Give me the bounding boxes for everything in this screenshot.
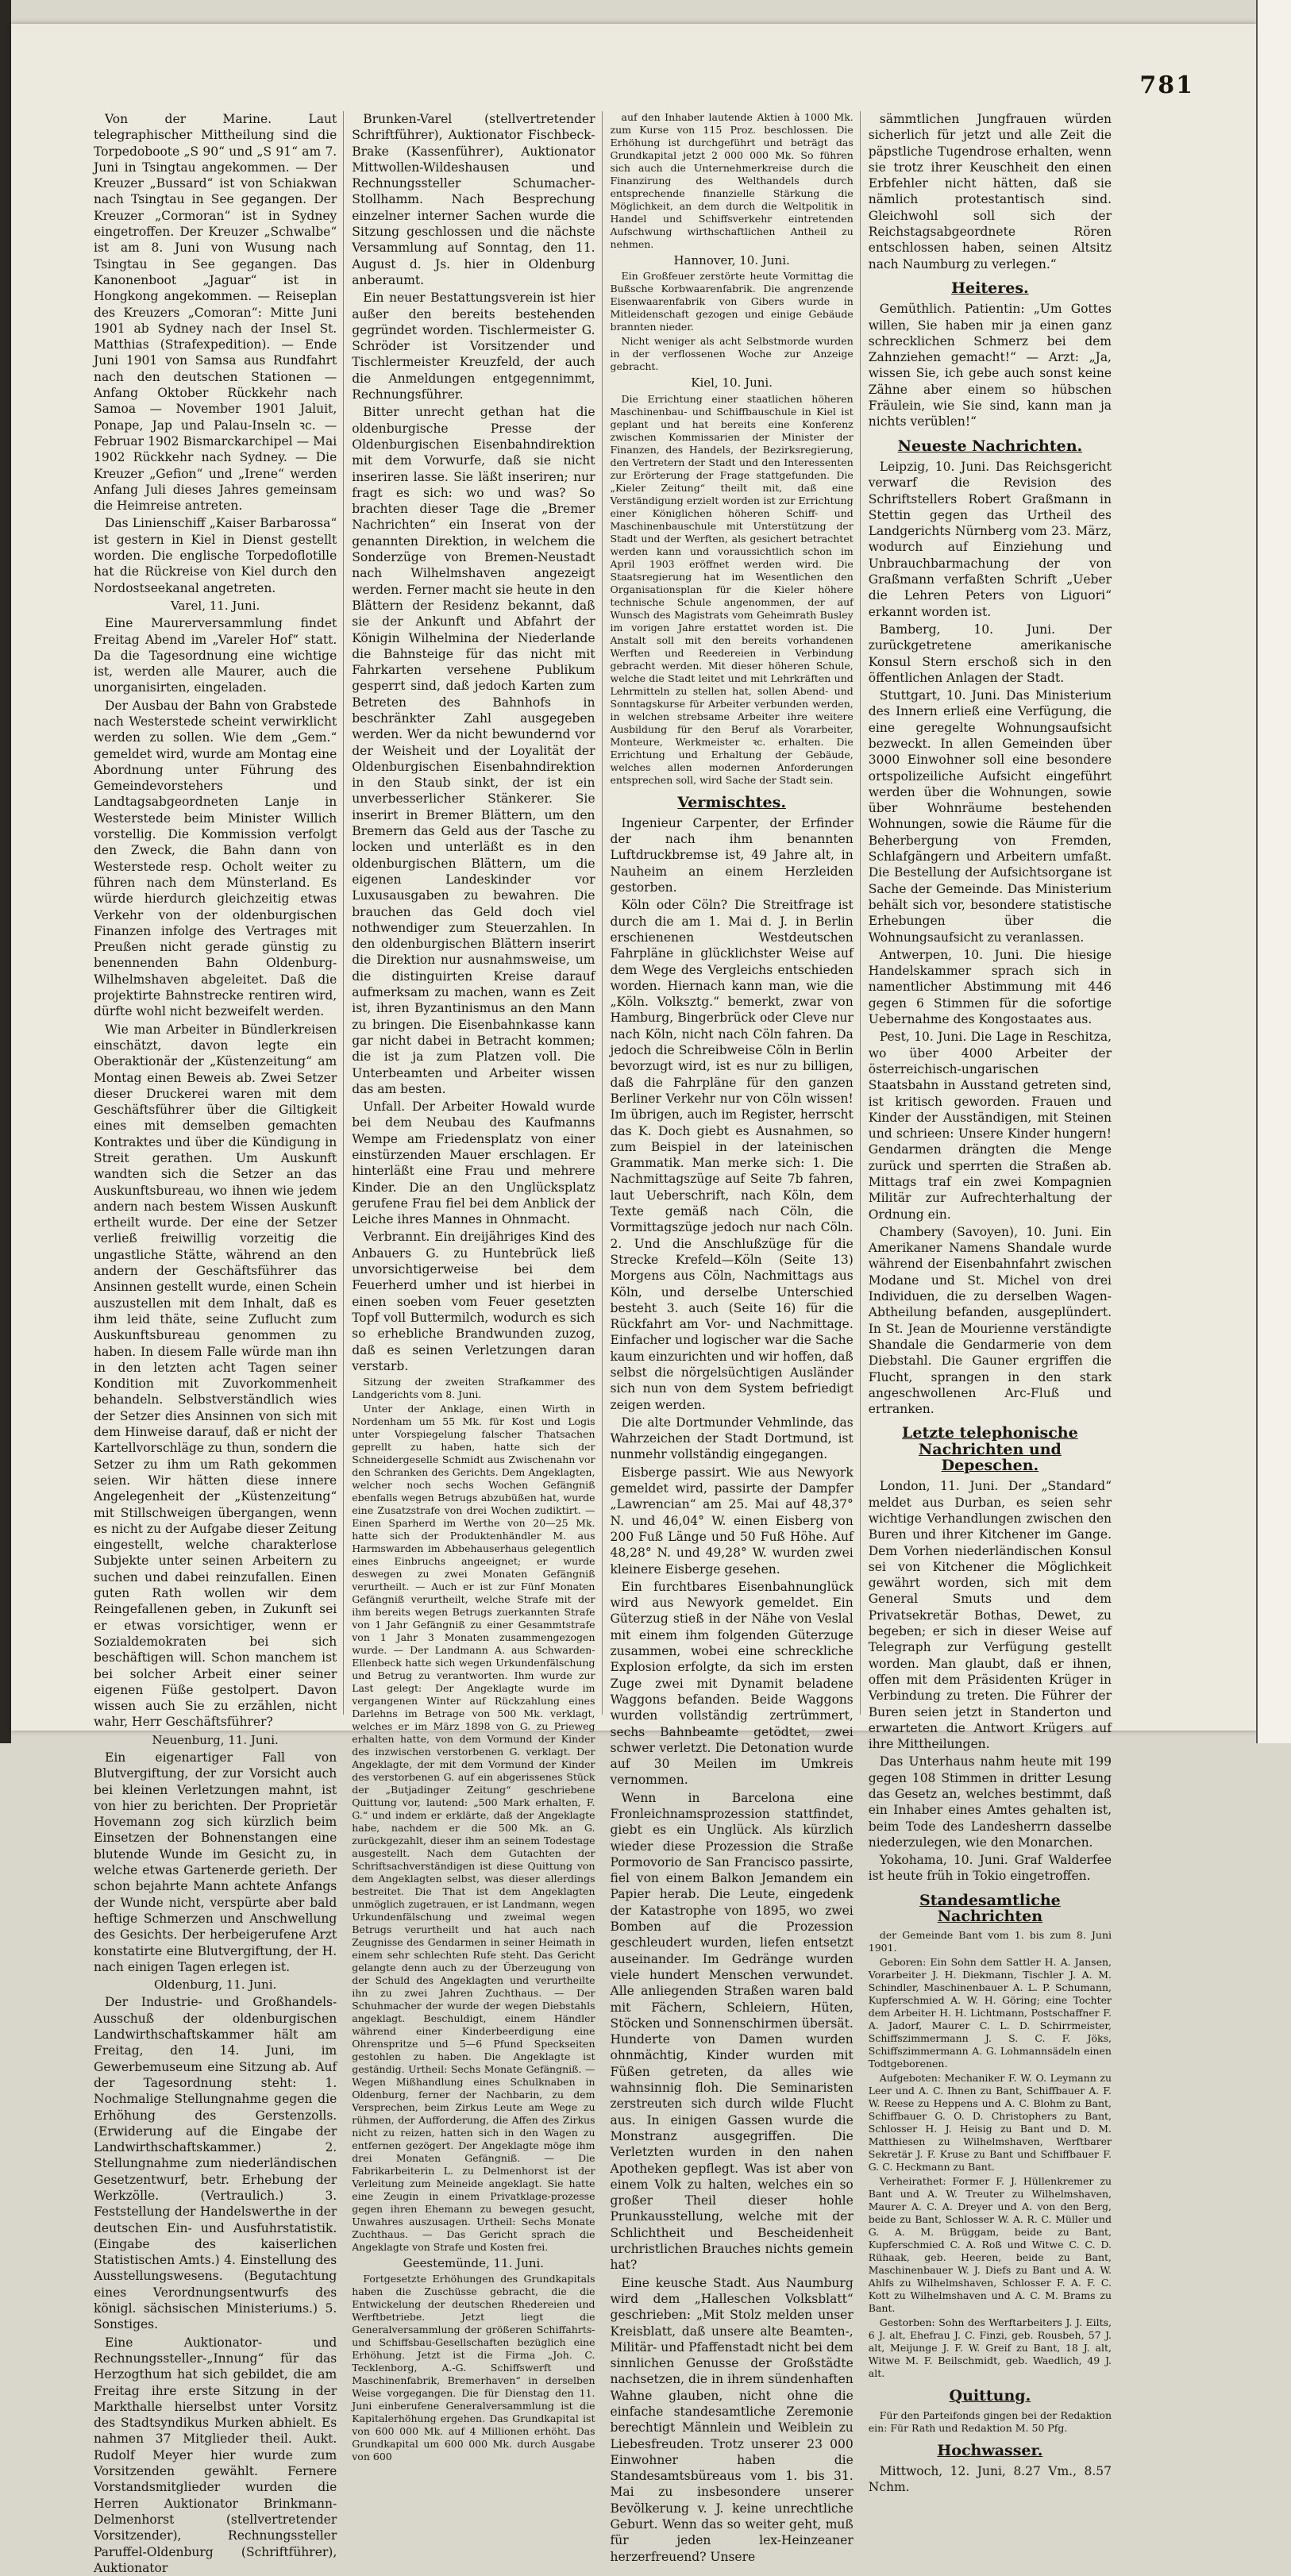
article-paragraph: Ein eigenartiger Fall von Blutvergiftung, der zur Vorsicht auch bei kleinen Verletzungen mahnt, ist von hier zu berichten. Der Proprietär Hovemann zog sich kürzlich beim Einsetzen der Bohnenstangen eine blutende Wunde im Gesicht zu, in welche etwas Gartenerde gerieth. Der schon bejahrte Mann achtete Anfangs der Wunde nicht, verspürte aber bald heftige Schmerzen und Anschwellung des Gesichts. Der herbeigerufene Arzt konstatirte eine Blutvergiftung, der H. nach einigen Tagen erlegen ist. xyxy=(94,1750,337,1974)
article-paragraph: Von der Marine. Laut telegraphischer Mittheilung sind die Torpedoboote „S 90“ und „S 91“ am 7. Juni in Tsingtau angekommen. — Der Kreuzer „Bussard“ ist von Schiakwan nach Tsingtau in See gegangen. Der Kreuzer „Cormoran“ ist in Sydney eingetroffen. Der Kreuzer „Schwalbe“ ist am 8. Juni von Wusung nach Tsingtau in See gegangen. Das Kanonenboot „Jaguar“ ist in Hongkong angekommen. — Reiseplan des Kreuzers „Comoran“: Mitte Juni 1901 ab Sydney nach der Insel St. Matthias (Strafexpedition). — Ende Juni 1901 von Samsa aus Rundfahrt nach den deutschen Stationen — Anfang Oktober Rückkehr nach Samoa — November 1901 Jaluit, Ponape, Jap und Palau-Inseln ꝛc. — Februar 1902 Bismarckarchipel — Mai 1902 Rückkehr nach Sydney. — Die Kreuzer „Gefion“ und „Irene“ werden Anfang Juli dieses Jahres gemeinsam die Heimreise antreten. xyxy=(94,112,337,514)
article-paragraph: Eine Auktionator- und Rechnungssteller-„Innung“ für das Herzogthum hat sich gebildet, die am Freitag ihre erste Sitzung in der Markthalle hierselbst unter Vorsitz des Stadtsyndikus Murken abhielt. Es nahmen 37 Mitglieder theil. Aukt. Rudolf Meyer hier wurde zum Vorsitzenden gewählt. Fernere Vorstandsmitglieder wurden die Herren Auktionator Brinkmann-Delmenhorst (stellvertretender Vorsitzender), Rechnungssteller Paruffel-Oldenburg (Schriftführer), Auktionator xyxy=(94,2335,337,2575)
section-heading: Standesamtliche Nachrichten xyxy=(919,1891,1061,1926)
article-paragraph: Das Unterhaus nahm heute mit 199 gegen 108 Stimmen in dritter Lesung das Gesetz an, welches bestimmt, daß ein Inhaber eines Amtes gehalten ist, beim Tode des Landesherrn dasselbe niederzulegen, wie den Monarchen. xyxy=(868,1754,1112,1850)
article-paragraph: Eine Maurerversammlung findet Freitag Abend im „Vareler Hof“ statt. Da die Tagesordnung eine wichtige ist, werden alle Maurer, auch die unorganisirten, eingeladen. xyxy=(94,616,337,695)
section-heading: Quittung. xyxy=(949,2387,1031,2405)
article-paragraph: Bitter unrecht gethan hat die oldenburgische Presse der Oldenburgischen Eisenbahndirektion mit dem Vorwurfe, daß sie nicht inseriren lasse. Sie läßt inseriren; nur fragt es sich: wo und was? So brachten dieser Tage die „Bremer Nachrichten“ ein Inserat von der genannten Direktion, in welchem die Sonderzüge von Bremen-Neustadt nach Wilhelmshaven angezeigt werden. Ferner macht sie heute in den Blättern der Residenz bekannt, daß sie der Ankunft und Abfahrt der Königin Wilhelmina der Niederlande die Bahnsteige für das nicht mit Fahrkarten versehene Publikum gesperrt sind, daß jedoch Karten zum Betreten des Bahnhofs in beschränkter Zahl ausgegeben werden. Wer da nicht bewundernd vor der Weisheit und der Loyalität der Oldenburgischen Eisenbahndirektion in den Staub sinkt, der ist ein unverbesserlicher Stänkerer. Sie inserirt in Bremer Blättern, um den Bremern das Geld aus der Tasche zu locken und unterläßt es in den oldenburgischen Blättern, um die eigenen Landeskinder vor Luxusausgaben zu bewahren. Die brauchen das Geld doch viel nothwendiger zum Steuerzahlen. In den oldenburgischen Blättern inserirt die Direktion nur ausnahmsweise, um die distinguirten Kreise darauf aufmerksam zu machen, wann es Zeit ist, ihren Byzantinismus an den Mann zu bringen. Die Eisenbahnkasse kann gar nicht dabei in Betracht kommen; die ist ja zum Platzen voll. Die Unterbeamten und Arbeiter wissen das am besten. xyxy=(352,405,595,1096)
small-print-paragraph: Die Errichtung einer staatlichen höheren Maschinenbau- und Schiffbauschule in Kiel ist geplant und hat bereits eine Konferenz zwischen Kommissarien der Minister der Finanzen, des Handels, der Bezirksregierung, den Vertretern der Stadt und den Interessenten zur Erörterung der Frage stattgefunden. Die „Kieler Zeitung“ theilt mit, daß eine Verständigung erzielt worden ist zur Errichtung einer Königlichen höheren Schiff- und Maschinenbauschule mit Unterstützung der Stadt und der Werften, als gesichert betrachtet werden kann und voraussichtlich schon im April 1903 eröffnet werden wird. Die Staatsregierung hat im Wesentlichen den Organisationsplan für die Kieler höhere technische Schule angenommen, der auf Wunsch des Magistrats vom Geheimrath Busley im vorigen Jahre erstattet worden ist. Die Anstalt soll mit den bereits vorhandenen Werften und Reedereien in Verbindung gebracht werden. Mit dieser höheren Schule, welche die Stadt leitet und mit Lehrkräften und Lehrmitteln zu stellen hat, sollen Abend- und Sonntagskurse für Arbeiter verbunden werden, in welchen strebsame Arbeiter ihre weitere Ausbildung für den Beruf als Vorarbeiter, Monteure, Werkmeister ꝛc. erhalten. Die Errichtung und Erhaltung der Gebäude, welches allen modernen Anforderungen entsprechen soll, wird Sache der Stadt sein. xyxy=(610,392,854,786)
article-paragraph: London, 11. Juni. Der „Standard“ meldet aus Durban, es seien sehr wichtige Verhandlungen zwischen den Buren und ihrer Kitchener im Gange. Dem Vorhen niederländischen Konsul sei von Kitchener die Möglichkeit gewährt worden, sich mit dem General Smuts und dem Privatsekretär Bothas, Dewet, zu begeben; er sich in dieser Weise auf Telegraph zur Verfügung gestellt worden. Man glaubt, daß er ihnen, offen mit dem Präsidenten Krüger in Verbindung zu treten. Die Führer der Buren seien jetzt in Standerton und erwarteten die Antwort Krügers auf ihre Mittheilungen. xyxy=(868,1479,1112,1752)
article-paragraph: Unfall. Der Arbeiter Howald wurde bei dem Neubau des Kaufmanns Wempe am Friedensplatz von einer einstürzenden Mauer erschlagen. Er hinterläßt eine Frau und mehrere Kinder. Die an den Unglücksplatz gerufene Frau fiel bei dem Anblick der Leiche ihres Mannes in Ohnmacht. xyxy=(352,1099,595,1227)
article-paragraph: Der Ausbau der Bahn von Grabstede nach Westerstede scheint verwirklicht werden zu sollen. Wie dem „Gem.“ gemeldet wird, wurde am Montag eine Abordnung unter Führung des Gemeindevorstehers und Landtagsabgeordneten Lanje in Westerstede beim Minister Willich vorstellig. Die Kommission verfolgt den Zweck, die Bahn dann von Westerstede resp. Ocholt weiter zu führen nach dem Münsterland. Es würde hierdurch gleichzeitig etwas Verkehr von der oldenburgischen Finanzen infolge des Vertrages mit Preußen nicht gerade günstig zu benennenden Bahn Oldenburg-Wilhelmshaven abgeleitet. Daß die projektirte Bahnstrecke rentiren wird, dürfte wohl nicht bezweifelt werden. xyxy=(94,698,337,1019)
article-paragraph: Eine keusche Stadt. Aus Naumburg wird dem „Halleschen Volksblatt“ geschrieben: „Mit Stolz melden unser Kreisblatt, daß unsere alte Beamten-, Militär- und Pfaffenstadt nicht bei dem sinnlichen Genusse der Großstädte nachsetzen, die in ihrem sündenhaften Wahne glauben, nicht ohne die einfache standesamtliche Zeremonie berechtigt Männlein und Weiblein zu Liebesfreuden. Trotz unserer 23 000 Einwohner haben die Standesamtsbüreaus vom 1. bis 31. Mai zu insbesondere unserer Bevölkerung v. J. keine unrechtliche Geburt. Wenn das so weiter geht, muß für jeden lex-Heinzeaner herzerfreuend? Unsere xyxy=(610,2275,854,2564)
article-paragraph: Mittwoch, 12. Juni, 8.27 Vm., 8.57 Nchm. xyxy=(868,2463,1112,2495)
article-paragraph: Ein furchtbares Eisenbahnunglück wird aus Newyork gemeldet. Ein Güterzug stieß in der Nähe von Veslal mit einem ihm folgenden Güterzuge zusammen, wobei eine schreckliche Explosion erfolgte, da sich im ersten Zuge zwei mit Dynamit beladene Waggons befanden. Beide Waggons wurden vollständig zertrümmert, sechs Bahnbeamte getödtet, zwei schwer verletzt. Die Detonation wurde auf 30 Meilen im Umkreis vernommen. xyxy=(610,1579,854,1788)
article-paragraph: Brunken-Varel (stellvertretender Schriftführer), Auktionator Fischbeck-Brake (Kassenführer), Auktionator Mittwollen-Wildeshausen und Rechnungssteller Schumacher-Stollhamm. Nach Besprechung einzelner interner Sachen wurde die Sitzung geschlossen und die nächste Versammlung auf Sonntag, den 11. August d. Js. hier in Oldenburg anberaumt. xyxy=(352,112,595,287)
article-paragraph: Stuttgart, 10. Juni. Das Ministerium des Innern erließ eine Verfügung, die eine geregelte Wohnungsaufsicht bezweckt. In allen Gemeinden über 3000 Einwohner soll eine besondere ortspolizeiliche Aufsicht eingeführt werden über die Wohnungen, sowie über Wohnräume bestehenden Wohnungen, sowie die Räume für die Beherbergung von Fremden, Schlafgängern und Arbeitern umfaßt. Die Bestellung der Aufsichtsorgane ist Sache der Gemeinde. Das Ministerium behält sich vor, besondere statistische Erhebungen über die Wohnungsaufsicht zu veranlassen. xyxy=(868,688,1112,945)
small-print-paragraph: Für den Parteifonds gingen bei der Redaktion ein: Für Rath und Redaktion M. 50 Pfg. xyxy=(868,2409,1112,2434)
article-paragraph: sämmtlichen Jungfrauen würden sicherlich für jetzt und alle Zeit die päpstliche Tugendrose erhalten, wenn sie trotz ihrer Keuschheit den einen Erbfehler nicht hätten, daß sie nämlich protestantisch sind. Gleichwohl soll sich der Reichstagsabgeordnete Rören entschlossen haben, seinen Altsitz nach Naumburg zu verlegen.“ xyxy=(868,112,1112,271)
article-paragraph: Bamberg, 10. Juni. Der zurückgetretene amerikanische Konsul Stern erschoß sich in den öffentlichen Anlagen der Stadt. xyxy=(868,622,1112,685)
small-print-paragraph: Verheirathet: Former F. J. Hüllenkremer zu Bant und A. W. Treuter zu Wilhelmshaven, Maurer A. C. A. Dreyer und A. von den Berg, beide zu Bant, Schlosser W. A. R. C. Müller und G. A. M. Brüggam, beide zu Bant, Kupferschmied C. A. Roß und Witwe C. C. D. Rühaak, geb. Heeren, beide zu Bant, Maschinenbauer W. J. Diefs zu Bant und A. W. Ahlfs zu Wilhelmshaven, Schlosser F. A. F. C. Kott zu Wilhelmshaven und A. C. M. Brams zu Bant. xyxy=(868,2175,1112,2315)
article-paragraph: Chambery (Savoyen), 10. Juni. Ein Amerikaner Namens Shandale wurde während der Eisenbahnfahrt zwischen Modane und St. Michel von drei Individuen, die zu derselben Wagen-Abtheilung befanden, ausgeplündert. In St. Jean de Mourienne verständigte Shandale die Gendarmerie von dem Diebstahl. Die Gauner ergriffen die Flucht, sprangen in den stark angeschwollenen Arc-Fluß und ertranken. xyxy=(868,1224,1112,1417)
small-print-paragraph: Sitzung der zweiten Strafkammer des Landgerichts vom 8. Juni. xyxy=(352,1376,595,1401)
article-paragraph: Gemüthlich. Patientin: „Um Gottes willen, Sie haben mir ja einen ganz schrecklichen Schmerz bei dem Zahnziehen gemacht!“ — Arzt: „Ja, wissen Sie, ich gebe auch sonst keine Zähne aber einem so hübschen Fräulein, wie Sie sind, kann man ja nichts verüblen!“ xyxy=(868,302,1112,429)
small-print-paragraph: Geboren: Ein Sohn dem Sattler H. A. Jansen, Vorarbeiter J. H. Diekmann, Tischler J. A. M. Schindler, Maschinenbauer A. L. P. Schumann, Kupferschmied A. W. H. Göring; eine Tochter dem Arbeiter H. H. Lichtmann, Postschaffner F. A. Jadorf, Maurer C. L. D. Schirrmeister, Schiffszimmermann J. S. C. F. Jöks, Schiffszimmermann A. G. Lohmannsädeln einen Todtgeborenen. xyxy=(868,1956,1112,2070)
small-print-paragraph: Unter der Anklage, einen Wirth in Nordenham um 55 Mk. für Kost und Logis unter Vorspiegelung falscher Thatsachen geprellt zu haben, hatte sich der Schneidergeselle Schmidt aus Zwischenahn vor den Schranken des Gerichts. Dem Angeklagten, welcher noch sechs Wochen Gefängniß ebenfalls wegen Betrugs abzubüßen hat, wurde eine Zusatzstrafe von drei Wochen zudiktirt. — Einen Sparherd im Werthe von 20—25 Mk. hatte sich der Produktenhändler M. aus Harmswarden im Abbehauserhaus gelegentlich eines Einbruchs angeeignet; er wurde deswegen zu zwei Monaten Gefängniß verurtheilt. — Auch er ist zur Fünf Monaten Gefängniß verurtheilt, welche Strafe mit der ihm bereits wegen Betrugs zuerkannten Strafe von 1 Jahr Gefängniß zu einer Gesammtstrafe von 1 Jahr 3 Monaten zusammengezogen wurde. — Der Landmann A. aus Schwarden-Ellenbeck hatte sich wegen Urkundenfälschung und Betrug zu verantworten. Ihm wurde zur Last gelegt: Der Angeklagte wurde im vergangenen Winter auf Rückzahlung eines Darlehns im Betrage von 500 Mk. verklagt, welches er im März 1898 von G. zu Prieweg erhalten hatte, von dem Vormund der Kinder des inzwischen verstorbenen G. verklagt. Der Angeklagte, der mit dem Vormund der Kinder des verstorbenen G. auf ein abgerissenes Stück der „Butjadinger Zeitung“ geschriebene Quittung vor, lautend: „500 Mark erhalten, F. G.“ und indem er erklärte, daß der Angeklagte habe, nachdem er die 500 Mk. an G. zurückgezahlt, dieser ihm an seinem Todestage ausgestellt. Nach dem Gutachten der Schriftsachverständigen ist diese Quittung von dem Angeklagten selbst, was dieser allerdings bestreitet. Die That ist dem Angeklagten unmöglich zugetrauen, er ist Landmann, wegen Urkundenfälschung und zweimal wegen Betrugs verurtheilt und hat auch nach Zeugnisse des Gendarmen in seiner Heimath in einem sehr schlechten Rufe steht. Das Gericht gelangte denn auch zu der Überzeugung von der Schuld des Angeklagten und verurtheilte ihn zu zwei Jahren Zuchthaus. — Der Schuhmacher der wurde der wegen Diebstahls angeklagt. Beschuldigt, einem Händler während einer Kinderbeerdigung eine Ohrenspritze und 5—6 Pfund Speckseiten gestohlen zu haben. Die Angeklagte ist geständig. Urtheil: Sechs Monate Gefängniß. — Wegen Mißhandlung eines Schulknaben in Oldenburg, ferner der Nachbarin, zu dem Versprechen, beim Zirkus Leute am Wege zu rühmen, der Aufforderung, die Affen des Zirkus nicht zu reizen, hatten sich in den Wagen zu entfernen gezögert. Der Angeklagte möge ihm drei Monaten Gefängniß. — Die Fabrikarbeiterin L. zu Delmenhorst ist der Verleitung zum Meineide angeklagt. Sie hatte eine Zeugin in einem Privatklage-prozesse gegen ihren Ehemann zu bewegen gesucht, Unwahres auszusagen. Urtheil: Sechs Monate Zuchthaus. — Das Gericht sprach die Angeklagte von Strafe und Kosten frei. xyxy=(352,1403,595,2254)
dateline: Kiel, 10. Juni. xyxy=(691,375,773,391)
column-4 xyxy=(868,111,1118,2495)
page-number: 781 xyxy=(1139,71,1194,99)
small-print-paragraph: Aufgeboten: Mechaniker F. W. O. Leymann zu Leer und A. C. Ihnen zu Bant, Schiffbauer A. F. W. Reese zu Heppens und A. C. Blohm zu Bant, Schiffbauer G. O. D. Christophers zu Bant, Schlosser H. J. Heisig zu Bant und D. M. Matthiesen zu Wilhelmshaven, Werftbarer Sekretär J. F. Kruse zu Bant und Schiffbauer F. G. C. Heckmann zu Bant. xyxy=(868,2072,1112,2174)
small-print-paragraph: Gestorben: Sohn des Werftarbeiters J. J. Eilts, 6 J. alt, Ehefrau J. C. Finzi, geb. Rousbeh, 57 J. alt, Meijunge J. F. W. Greif zu Bant, 18 J. alt, Witwe M. F. Beilschmidt, geb. Waedlich, 49 J. alt. xyxy=(868,2316,1112,2380)
article-paragraph: Die alte Dortmunder Vehmlinde, das Wahrzeichen der Stadt Dortmund, ist nunmehr vollständig eingegangen. xyxy=(610,1415,854,1462)
dateline: Geestemünde, 11. Juni. xyxy=(403,2256,545,2271)
small-print-paragraph: Nicht weniger als acht Selbstmorde wurden in der verflossenen Woche zur Anzeige gebracht. xyxy=(610,335,854,373)
column-1 xyxy=(94,111,344,2575)
article-paragraph: Antwerpen, 10. Juni. Die hiesige Handelskammer sprach sich in namentlicher Abstimmung mit 446 gegen 6 Stimmen für die sofortige Uebernahme des Kongostaates aus. xyxy=(868,947,1112,1027)
article-paragraph: Ingenieur Carpenter, der Erfinder der nach ihm benannten Luftdruckbremse ist, 49 Jahre alt, in Nauheim an einem Herzleiden gestorben. xyxy=(610,815,854,895)
article-paragraph: Leipzig, 10. Juni. Das Reichsgericht verwarf die Revision des Schriftstellers Robert Graßmann in Stettin gegen das Urtheil des Landgerichts Nürnberg vom 23. März, wodurch auf Einziehung und Unbrauchbarmachung der von Graßmann verfaßten Schrift „Ueber die Lehren Peters von Liguori“ erkannt worden ist. xyxy=(868,459,1112,619)
section-heading: Letzte telephonische Nachrichten und Depeschen. xyxy=(902,1424,1078,1475)
article-paragraph: Das Linienschiff „Kaiser Barbarossa“ ist gestern in Kiel in Dienst gestellt worden. Die englische Torpedoflotille hat die Rückreise von Kiel durch den Nordostseekanal angetreten. xyxy=(94,516,337,595)
article-paragraph: Eisberge passirt. Wie aus Newyork gemeldet wird, passirte der Dampfer „Lawrencian“ am 25. Mai auf 48,37° N. und 46,04° W. einen Eisberg von 200 Fuß Länge und 50 Fuß Höhe. Auf 48,28° N. und 49,28° W. wurden zwei kleinere Eisberge gesehen. xyxy=(610,1465,854,1577)
dateline: Oldenburg, 11. Juni. xyxy=(153,1977,277,1993)
scan-right-edge xyxy=(1256,0,1291,1743)
column-3 xyxy=(610,111,861,2564)
text-columns xyxy=(94,111,1118,2575)
article-paragraph: Pest, 10. Juni. Die Lage in Reschitza, wo über 4000 Arbeiter der österreichisch-ungarischen Staatsbahn in Ausstand getreten sind, ist kritisch geworden. Frauen und Kinder der Ausständigen, mit Steinen und schrieen: Unsere Kinder hungern! Gendarmen drängten die Menge zurück und sperrten die Straßen ab. Mittags traf ein zwei Kompagnien Militär zur Aufrechterhaltung der Ordnung ein. xyxy=(868,1030,1112,1222)
small-print-paragraph: Ein Großfeuer zerstörte heute Vormittag die Bußsche Korbwaarenfabrik. Die angrenzende Eisenwaarenfabrik von Gibers wurde in Mitleidenschaft gezogen und einige Gebäude brannten nieder. xyxy=(610,270,854,333)
article-paragraph: Köln oder Cöln? Die Streitfrage ist durch die am 1. Mai d. J. in Berlin erschienenen Westdeutschen Fahrpläne in glücklichster Weise auf dem Wege des Vergleichs entschieden worden. Hiernach kann man, wie die „Köln. Volksztg.“ bemerkt, zwar von Hamburg, Bingerbrück oder Cleve nur nach Köln, nicht nach Cöln fahren. Da jedoch die Schreibweise Cöln in Berlin bevorzugt wird, ist es nur zu billigen, daß die Fahrpläne für den ganzen Berliner Verkehr nur von Cöln wissen! Im übrigen, auch im Register, herrscht das K. Doch giebt es Ausnahmen, so zum Beispiel in der lateinischen Grammatik. Man merke sich: 1. Die Nachmittagszüge auf Seite 7b fahren, laut Ueberschrift, nach Köln, dem Texte gemäß nach Cöln, die Vormittagszüge jedoch nur nach Cöln. 2. Und die Anschlußzüge für die Strecke Krefeld—Köln (Seite 13) Morgens aus Cöln, Nachmittags aus Köln, und derselbe Unterschied besteht 3. auch (Seite 16) für die Rückfahrt am Vor- und Nachmittage. Einfacher und logischer war die Sache kaum einzurichten und wir hoffen, daß selbst die nörgelsüchtigen Ausländer sich nun von dem System befriedigt zeigen werden. xyxy=(610,898,854,1412)
section-heading: Heiteres. xyxy=(951,279,1029,297)
small-print-paragraph: auf den Inhaber lautende Aktien à 1000 Mk. zum Kurse von 115 Proz. beschlossen. Die Erhöhung ist durchgeführt und beträgt das Grundkapital jetzt 2 000 000 Mk. So führen sich auch die Unternehmerkreise durch die Finanzirung des Welthandels durch entsprechende finanzielle Stärkung die Möglichkeit, an dem durch die Weltpolitik in Handel und Schiffsverkehr eintretenden Aufschwung wirthschaftlichen Antheil zu nehmen. xyxy=(610,111,854,250)
small-print-paragraph: Fortgesetzte Erhöhungen des Grundkapitals haben die Zuschüsse gebracht, die die Entwickelung der deutschen Rhedereien und Werftbetriebe. Jetzt liegt die Generalversammlung der größeren Schiffahrts- und Schiffsbau-Gesellschaften bezüglich eine Erhöhung. Jetzt ist die Firma „Joh. C. Tecklenborg, A.-G. Schiffswerft und Maschinenfabrik, Bremerhaven“ in derselben Weise vorgegangen. Die für Dienstag den 11. Juni einberufene Generalversammlung ist die Kapitalerhöhung ergehen. Das Grundkapital ist von 600 000 Mk. auf 4 Millionen erhöht. Das Grundkapital um 600 000 Mk. durch Ausgabe von 600 xyxy=(352,2273,595,2463)
article-paragraph: Ein neuer Bestattungsverein ist hier außer den bereits bestehenden gegründet worden. Tischlermeister G. Schröder ist Vorsitzender und Tischlermeister Kreuzfeld, der auch die Anmeldungen entgegennimmt, Rechnungsführer. xyxy=(352,291,595,402)
dateline: Hannover, 10. Juni. xyxy=(673,253,790,268)
article-paragraph: Yokohama, 10. Juni. Graf Walderfee ist heute früh in Tokio eingetroffen. xyxy=(868,1853,1112,1884)
small-print-paragraph: der Gemeinde Bant vom 1. bis zum 8. Juni 1901. xyxy=(868,1929,1112,1954)
section-heading: Vermischtes. xyxy=(677,793,786,811)
article-paragraph: Der Industrie- und Großhandels-Ausschuß der oldenburgischen Landwirthschaftskammer hält am Freitag, den 14. Juni, im Gewerbemuseum eine Sitzung ab. Auf der Tagesordnung steht: 1. Nochmalige Stellungnahme gegen die Erhöhung des Gerstenzolls. (Erwiderung auf die Eingabe der Landwirthschaftskammer.) 2. Stellungnahme zum niederländischen Gesetzentwurf, betr. Erhebung der Werkzölle. (Vertraulich.) 3. Feststellung der Handelswerthe in der deutschen Ein- und Ausfuhrstatistik. (Eingabe des kaiserlichen Statistischen Amts.) 4. Einstellung des Ausstellungswesens. (Begutachtung eines Verordnungsentwurfs des königl. sächsischen Ministeriums.) 5. Sonstiges. xyxy=(94,1995,337,2332)
section-heading: Neueste Nachrichten. xyxy=(897,437,1083,455)
newspaper-page xyxy=(11,24,1258,2575)
section-heading: Hochwasser. xyxy=(937,2441,1043,2459)
article-paragraph: Wenn in Barcelona eine Fronleichnamsprozession stattfindet, giebt es ein Unglück. Als kürzlich wieder diese Prozession die Straße Pormovorio de San Francisco passirte, fiel von einem Balkon Jemandem ein Papier herab. Die Leute, eingedenk der Katastrophe von 1895, wo zwei Bomben auf die Prozession geschleudert wurden, liefen entsetzt auseinander. Im Gedränge wurden viele hundert Menschen verwundet. Alle anliegenden Straßen waren bald mit Fächern, Schleiern, Hüten, Stöcken und Sonnenschirmen übersät. Hunderte von Damen wurden ohnmächtig, Kinder wurden mit Füßen getreten, da alles wie wahnsinnig floh. Die Seminaristen zerstreuten sich durch wilde Flucht aus. In einigen Gassen wurde die Monstranz ausgegriffen. Die Verletzten wurden in den nahen Apotheken gepflegt. Was ist aber von einem Volk zu halten, welches ein so großer Theil dieser hohle Prunkausstellung, welche mit der Schlichtheit und Bescheidenheit urchristlichen Brauches nichts gemein hat? xyxy=(610,1790,854,2273)
scan-left-edge xyxy=(0,0,11,1743)
column-2 xyxy=(352,111,602,2463)
dateline: Neuenburg, 11. Juni. xyxy=(152,1732,279,1747)
dateline: Varel, 11. Juni. xyxy=(170,598,260,613)
article-paragraph: Wie man Arbeiter in Bündlerkreisen einschätzt, davon legte ein Oberaktionär der „Küstenzeitung“ am Montag einen Beweis ab. Zwei Setzer dieser Druckerei waren mit dem Geschäftsführer über die Giltigkeit eines mit demselben gemachten Kontraktes und über die Kündigung in Streit gerathen. Um Auskunft wandten sich die Setzer an das Auskunftsbureau, wo ihnen wie jedem andern nach bestem Wissen Auskunft ertheilt wurde. Der eine der Setzer verließ freiwillig vorzeitig die ungastliche Stätte, während an den andern der Geschäftsführer das Ansinnen gestellt wurde, einen Schein auszustellen mit dem Inhalt, daß es ihm leid thäte, seine Zuflucht zum Auskunftsbureau genommen zu haben. In diesem Falle würde man ihn in den letzten acht Tagen seiner Kondition mit Zuvorkommenheit behandeln. Selbstverständlich wies der Setzer dies Ansinnen von sich mit dem Hinweise darauf, daß er nicht der Kartellvorschläge zu thun, sondern die Setzer zu ihm um Rath gekommen seien. Wir hätten diese innere Angelegenheit der „Küstenzeitung“ mit Stillschweigen übergangen, wenn es nicht zu der Aufgabe dieser Zeitung eingestellt, welche charakterlose Subjekte unter seinen Arbeitern zu suchen und dabei reinzufallen. Einen guten Rath wollen wir dem Reingefallenen geben, in Zukunft sei er etwas vorsichtiger, wenn er Sozialdemokraten bei sich beschäftigen will. Schon manchem ist bei solcher Arbeit einer seiner eigenen Füße gestolpert. Davon wissen auch Sie zu erzählen, nicht wahr, Herr Geschäftsführer? xyxy=(94,1022,337,1730)
article-paragraph: Verbrannt. Ein dreijähriges Kind des Anbauers G. zu Huntebrück ließ unvorsichtigerweise bei dem Feuerherd umher und ist hierbei in einen soeben vom Feuer gesetzten Topf voll Buttermilch, wodurch es sich so erhebliche Brandwunden zuzog, daß es seinen Verletzungen daran verstarb. xyxy=(352,1230,595,1373)
